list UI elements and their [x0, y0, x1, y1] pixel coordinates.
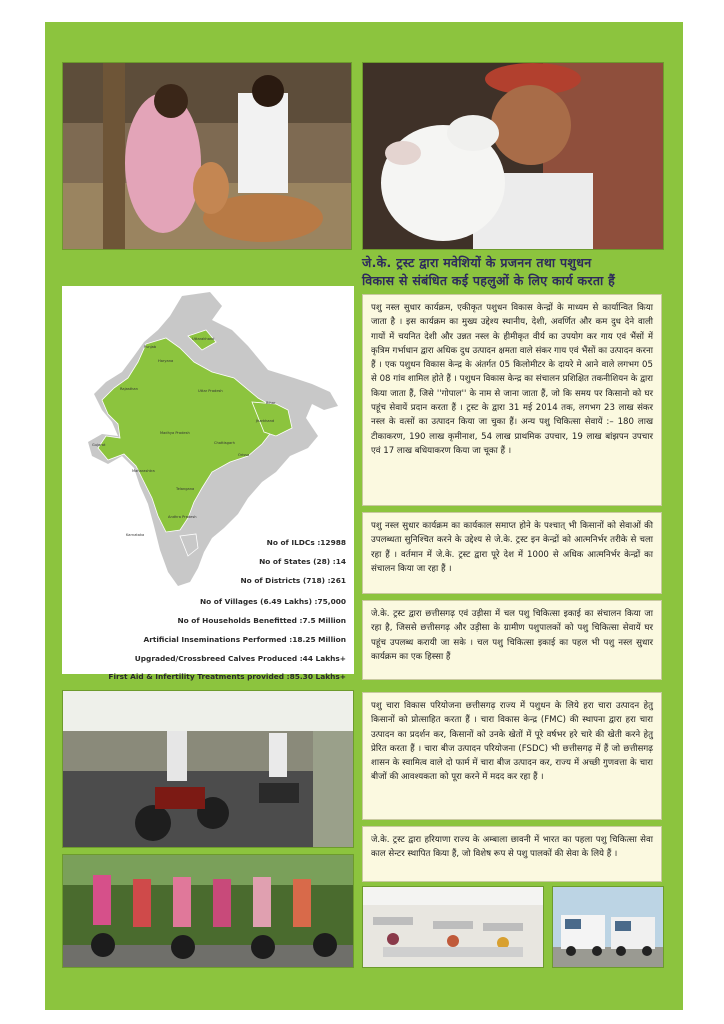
stat-villages: No of Villages (6.49 Lakhs) :75,000 [199, 596, 346, 606]
stat-states: No of States (28) :14 [259, 556, 346, 566]
map-label-rajasthan: Rajasthan [120, 387, 138, 391]
map-label-uttarakhand: Uttarakhand [192, 337, 215, 341]
stat-ildcs: No of ILDCs :12988 [266, 538, 346, 547]
section-headline [362, 254, 662, 290]
map-label-maharashtra: Maharashtra [132, 469, 155, 473]
headline-line-2: विकास से संबंधित कई पहलुओं के लिए कार्य करता हैं [362, 273, 616, 288]
text-block-self-reliant-centres [362, 512, 662, 594]
stat-districts: No of Districts (718) :261 [240, 576, 346, 586]
map-label-bihar: Bihar [266, 401, 276, 405]
stat-treatments: First Aid & Infertility Treatments provided :85.30 Lakhs+ [108, 672, 346, 682]
paragraph-fodder-project: पशु चारा विकास परियोजना छत्तीसगढ़ राज्य में पशुधन के लिये हरा चारा उत्पादन हेतु किसानों को प्रोत्साहित करता हैं । चारा विकास केन्द्र (FMC) की स्थापना द्वारा हरा चारा उत्पादन का प्रदर्शन कर, किसानों को उनके खेतों में पूरे वर्षभर हरे चारे की खेती करने हेतु प्रेरित करता हैं । चारा बीज उत्पादन परियोजना (FSDC) भी छत्तीसगढ़ में हैं जो छत्तीसगढ़ शासन के स्वामित्व वाले दो फार्म में चारा बीज उत्पादन कर, राज्य में अच्छी गुणवत्ता के चारा बीजों की आवश्यकता को पूरा करने में मदद कर रहा हैं । [371, 701, 653, 783]
text-block-breed-improvement [362, 294, 662, 506]
paragraph-call-centre: जे.के. ट्रस्ट द्वारा हरियाणा राज्य के अम्बाला छावनी में भारत का पहला पशु चिकित्सा सेवा काल सेन्टर स्थापित किया हैं, जो विशेष रूप से पशु पालकों की सेवा के लिये हैं । [371, 835, 653, 860]
paragraph-breed-improvement: पशु नस्ल सुधार कार्यक्रम, एकीकृत पशुधन विकास केन्द्रों के माध्यम से कार्यान्वित किया जाता है । इस कार्यक्रम का मुख्य उद्देश्य स्थानीय, देशी, अवर्णित और कम दुध देने वाली गायों में चयनित देशी और उन्नत नस्ल के हीमीकृत वीर्य का उपयोग कर गाय एवं भैंसों में कृत्रिम गर्भाधान द्वारा अधिक दुध उत्पादन क्षमता वाले संकर गाय एवं भैंसों का उत्पादन करना हैं । एक पशुधन विकास केन्द्र के अंतर्गत 05 किलोमीटर के दायरे मे आने वाले लगभग 05 से 08 गांव शामिल होते हैं । पशुधन विकास केन्द्र का संचालन प्रशिक्षित तकनीशियन के द्वारा किया जाता हैं, जिसे ''गोपाल'' के नाम से जाना जाता हैं, जो कि समय पर किसानो को घर पहूंच सेवायें प्रदान करता हैं । ट्रस्ट के द्वारा 31 मई 2014 तक, लगभग 23 लाख संकर नस्ल के वत्सों का उत्पादन किया जा चुका हैं। अन्य पशु चिकित्सा सेवायें :– 180 लाख टीकाकरण, 190 लाख कृमीनाश, 54 लाख प्राथमिक उपचार, 19 लाख बांझपन उपचार एवं 17 लाख बधियाकरण किया जा चूका हैं । [371, 303, 653, 456]
stat-households: No of Households Benefitted :7.5 Million [177, 616, 346, 626]
photo-calf-vaccination [62, 62, 352, 250]
map-label-gujarat: Gujarat [92, 443, 106, 447]
map-label-punjab: Punjab [144, 345, 157, 349]
photo-women-riders [62, 854, 354, 968]
map-label-jharkhand: Jharkhand [256, 419, 275, 423]
paragraph-self-reliant-centres: पशु नस्ल सुधार कार्यक्रम का कार्यकाल समाप्त होने के पश्चात् भी किसानों को सेवाओं की उपलब्धता सुनिश्चित करने के उद्देश्य से जे.के. ट्रस्ट इन केन्द्रों को आत्मनिर्भर तरीके से चला रहा हैं । वर्तमान में जे.के. ट्रस्ट द्वारा पूरे देश में 1000 से अधिक आत्मनिर्भर केन्द्रों का संचालन किया जा रहा हैं । [371, 521, 653, 574]
stat-inseminations: Artificial Inseminations Performed :18.25 Million [143, 634, 346, 644]
program-stats [66, 534, 346, 687]
photo-farmer-with-calf [362, 62, 664, 250]
photo-call-centre [362, 886, 544, 968]
headline-line-1: जे.के. ट्रस्ट द्वारा मवेशियों के प्रजनन तथा पशुधन [362, 255, 592, 270]
map-label-telangana: Telangana [176, 487, 195, 491]
map-label-uttar-pradesh: Uttar Pradesh [198, 389, 223, 393]
map-label-haryana: Haryana [158, 359, 174, 363]
map-label-chattisgarh: Chattisgarh [214, 441, 235, 445]
text-block-mobile-vet-unit [362, 600, 662, 680]
india-map-panel [62, 286, 354, 682]
text-block-call-centre [362, 826, 662, 882]
map-label-andhra-pradesh: Andhra Pradesh [168, 515, 197, 519]
paragraph-mobile-vet-unit: जे.के. ट्रस्ट द्वारा छत्तीसगढ़ एवं उड़ीसा में चल पशु चिकित्सा इकाई का संचालन किया जा रहा है, जिससे छत्तीसगढ़ और उड़ीसा के ग्रामीण पशुपालकों को पशु चिकित्सा सेवायें घर पहूंच उपलब्ध करायी जा सके । चल पशु चिकित्सा इकाई का पहल भी पशु नस्ल सुधार कार्यक्रम का एक हिस्सा हैं [371, 609, 653, 662]
map-label-madhya-pradesh: Madhya Pradesh [160, 431, 190, 435]
text-block-fodder-project [362, 692, 662, 820]
photo-mobile-vet-vans [552, 886, 664, 968]
stat-calves: Upgraded/Crossbreed Calves Produced :44 Lakhs+ [134, 653, 346, 663]
map-label-karnataka: Karnataka [126, 533, 145, 537]
map-label-orissa: Orissa [238, 453, 250, 457]
photo-motorcycle-rally [62, 690, 354, 848]
